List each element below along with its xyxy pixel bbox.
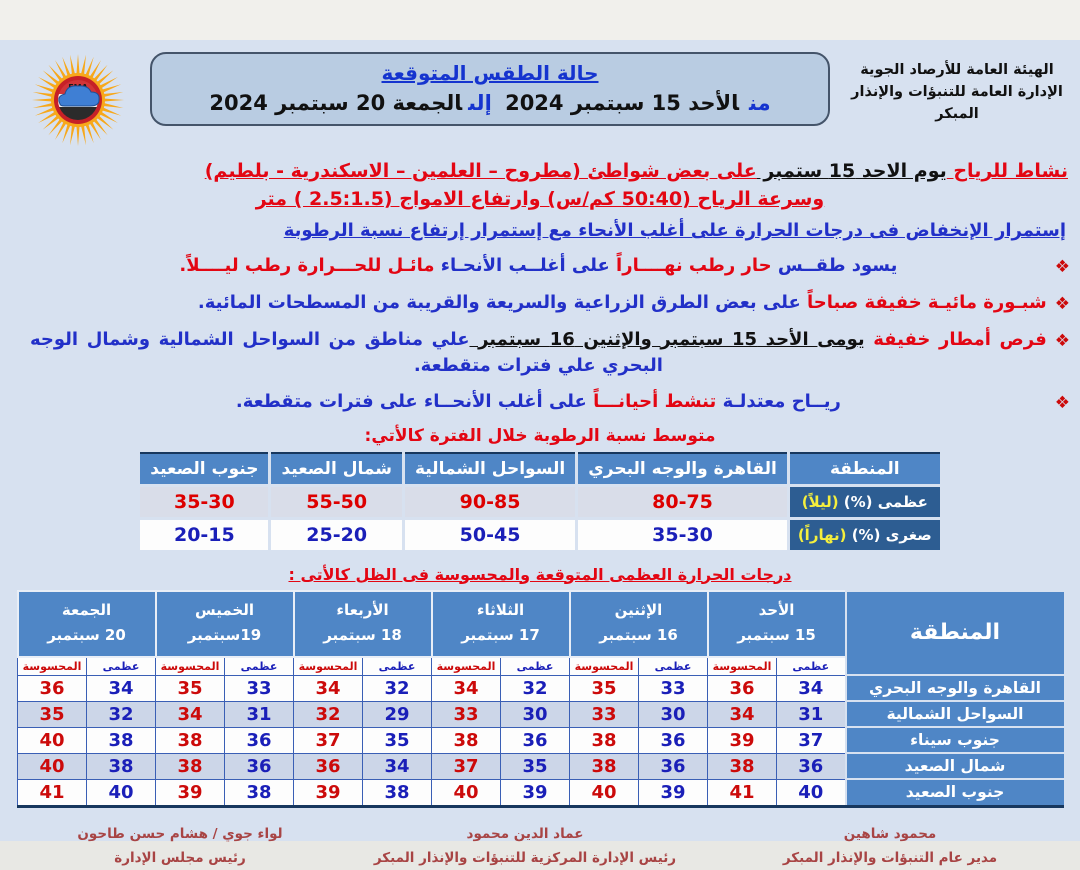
wind-alert-line1 [0, 148, 1080, 186]
feels-like-subheader: المحسوسة [432, 657, 501, 676]
max-temp-value: 36 [639, 727, 708, 753]
day-name: الأحد [709, 598, 845, 624]
temp-region-label: السواحل الشمالية [846, 701, 1064, 727]
temperature-table [17, 590, 1064, 808]
feels-like-subheader: المحسوسة [708, 657, 777, 676]
bullet-winds: ❖ ريــاح معتدلـة تنشط أحيانـــاً على أغلب الأنحــاء على فترات متقطعة. [30, 389, 1070, 416]
day-date: 16 سبتمبر [571, 623, 707, 649]
bullet-fog: ❖ شبـورة مائيـة خفيفة صباحاً على بعض الطرق الزراعية والسريعة والقريبة من المسطحات المائية. [30, 290, 1070, 317]
bullet-diamond-icon: ❖ [1055, 389, 1070, 416]
humidity-header-row [139, 453, 941, 486]
bullet-rain-chances: ❖ فرص أمطار خفيفة يومى الأحد 15 سبتمبر والإثنين 16 سبتمبر علي مناطق من السواحل الشمالية وشمال الوجه البحري علي فترات متقطعة. [30, 327, 1070, 379]
max-temp-value: 37 [777, 727, 846, 753]
max-temp-value: 34 [87, 675, 156, 701]
temp-region-header: المنطقة [846, 591, 1064, 676]
feels-like-subheader: المحسوسة [570, 657, 639, 676]
max-temp-value: 34 [777, 675, 846, 701]
feels-like-value: 38 [570, 727, 639, 753]
max-temp-value: 29 [363, 701, 432, 727]
humidity-column-header: القاهرة والوجه البحري [577, 453, 789, 486]
max-temp-value: 33 [225, 675, 294, 701]
day-date: 17 سبتمبر [433, 623, 569, 649]
to-date: الجمعة 20 سبتمبر 2024 [209, 91, 462, 115]
wind-alert-seg3: على بعض شواطئ (مطروح – العلمين – الاسكندرية - بلطيم) [205, 160, 757, 182]
wind-alert-line2: وسرعة الرياح (50:40 كم/س) وارتفاع الامواج (2.5:1.5 ) متر [0, 188, 1080, 210]
bullet-hot-humid: ❖ يسود طقــس حار رطب نهــــاراً على أغلــب الأنحـاء مائـل للحـــرارة رطب ليــــلاً. [30, 253, 1070, 280]
max-temp-value: 38 [87, 753, 156, 779]
max-temp-value: 38 [225, 779, 294, 806]
title-box [150, 52, 830, 126]
max-temp-value: 40 [777, 779, 846, 806]
humidity-value: 50-45 [403, 518, 576, 551]
feels-like-value: 34 [294, 675, 363, 701]
max-subheader: عظمى [87, 657, 156, 676]
max-temp-value: 40 [87, 779, 156, 806]
humidity-column-header: شمال الصعيد [270, 453, 403, 486]
max-temp-value: 31 [777, 701, 846, 727]
max-subheader: عظمى [363, 657, 432, 676]
max-temp-value: 32 [501, 675, 570, 701]
humidity-column-header: جنوب الصعيد [139, 453, 270, 486]
humidity-table [137, 452, 942, 553]
day-date: 18 سبتمبر [295, 623, 431, 649]
day-name: الأربعاء [295, 598, 431, 624]
max-subheader: عظمى [639, 657, 708, 676]
temp-day-header [294, 591, 432, 657]
humidity-value: 20-15 [139, 518, 270, 551]
max-temp-value: 36 [225, 753, 294, 779]
humidity-row-label-period: (ليلاً) [802, 493, 839, 511]
signature-chairman [50, 822, 310, 870]
max-temp-value: 30 [501, 701, 570, 727]
feels-like-value: 39 [294, 779, 363, 806]
max-temp-value: 39 [501, 779, 570, 806]
weather-report-document [0, 40, 1080, 841]
max-temp-value: 38 [87, 727, 156, 753]
humidity-row-label [788, 518, 941, 551]
bullet-diamond-icon: ❖ [1055, 253, 1070, 280]
max-temp-value: 36 [777, 753, 846, 779]
temp-region-label: شمال الصعيد [846, 753, 1064, 779]
feels-like-value: 38 [432, 727, 501, 753]
agency-name [842, 52, 1072, 125]
temp-day-header [570, 591, 708, 657]
sun-cloud-logo-icon [30, 52, 126, 148]
day-name: الخميس [157, 598, 293, 624]
max-temp-value: 33 [639, 675, 708, 701]
humidity-row-label [788, 485, 941, 518]
feels-like-value: 35 [156, 675, 225, 701]
humidity-row-label-text: عظمى (%) [839, 493, 928, 511]
feels-like-value: 39 [156, 779, 225, 806]
temp-row [18, 779, 1064, 806]
signatures [0, 808, 1080, 870]
feels-like-value: 34 [156, 701, 225, 727]
max-temp-value: 36 [639, 753, 708, 779]
temp-region-label: جنوب سيناء [846, 727, 1064, 753]
max-temp-value: 32 [363, 675, 432, 701]
agency-line2: الإدارة العامة للتنبؤات والإنذار المبكر [842, 82, 1072, 126]
feels-like-value: 38 [156, 727, 225, 753]
max-subheader: عظمى [777, 657, 846, 676]
max-temp-value: 36 [501, 727, 570, 753]
humidity-value: 55-50 [270, 485, 403, 518]
day-name: الثلاثاء [433, 598, 569, 624]
date-range [162, 91, 818, 115]
feels-like-value: 40 [18, 753, 87, 779]
signature-title: مدير عام التنبؤات والإنذار المبكر [740, 846, 1040, 870]
from-date: الأحد 15 سبتمبر 2024 [505, 91, 739, 115]
day-date: 15 سبتمبر [709, 623, 845, 649]
humidity-column-header: السواحل الشمالية [403, 453, 576, 486]
feels-like-value: 37 [294, 727, 363, 753]
feels-like-value: 36 [18, 675, 87, 701]
feels-like-value: 40 [18, 727, 87, 753]
temp-row [18, 753, 1064, 779]
humidity-value: 35-30 [139, 485, 270, 518]
day-date: 20 سبتمبر [19, 623, 155, 649]
max-temp-value: 31 [225, 701, 294, 727]
humidity-region-header: المنطقة [788, 453, 941, 486]
humidity-table-title: متوسط نسبة الرطوبة خلال الفترة كالأتي: [0, 426, 1080, 446]
feels-like-value: 40 [570, 779, 639, 806]
humidity-row-label-text: صغرى (%) [846, 526, 931, 544]
header [0, 40, 1080, 148]
temp-day-header [156, 591, 294, 657]
feels-like-value: 38 [570, 753, 639, 779]
temp-row [18, 727, 1064, 753]
humidity-row [139, 518, 941, 551]
temp-day-header [18, 591, 156, 657]
humidity-value: 25-20 [270, 518, 403, 551]
feels-like-value: 41 [18, 779, 87, 806]
day-date: 19سبتمبر [157, 623, 293, 649]
signature-name: لواء جوي / هشام حسن طاحون [50, 822, 310, 846]
signature-director [740, 822, 1040, 870]
feels-like-value: 34 [708, 701, 777, 727]
agency-line1: الهيئة العامة للأرصاد الجوية [842, 60, 1072, 82]
feels-like-value: 34 [432, 675, 501, 701]
feels-like-value: 39 [708, 727, 777, 753]
feels-like-subheader: المحسوسة [294, 657, 363, 676]
temp-day-header [432, 591, 570, 657]
temp-day-header [708, 591, 846, 657]
feels-like-value: 36 [708, 675, 777, 701]
temp-row [18, 701, 1064, 727]
page-title: حالة الطقس المتوقعة [162, 61, 818, 85]
signature-title: رئيس مجلس الإدارة [50, 846, 310, 870]
feels-like-value: 40 [432, 779, 501, 806]
temperature-table-title: درجات الحرارة العظمى المتوقعة والمحسوسة فى الظل كالأتى : [0, 565, 1080, 584]
max-temp-value: 35 [501, 753, 570, 779]
temperature-drop-note: إستمرار الإنخفاض فى درجات الحرارة على أغلب الأنحاء مع إستمرار إرتفاع نسبة الرطوبة [0, 210, 1080, 241]
max-temp-value: 30 [639, 701, 708, 727]
max-subheader: عظمى [225, 657, 294, 676]
feels-like-subheader: المحسوسة [156, 657, 225, 676]
wind-alert-seg1: نشاط للرياح [947, 160, 1068, 182]
wind-alert-seg2: يوم الاحد 15 ستمبر [757, 160, 947, 182]
feels-like-value: 35 [18, 701, 87, 727]
max-temp-value: 35 [363, 727, 432, 753]
temp-header-row [18, 591, 1064, 657]
humidity-value: 90-85 [403, 485, 576, 518]
feels-like-value: 38 [156, 753, 225, 779]
signature-title: رئيس الإدارة المركزية للتنبؤات والإنذار المبكر [345, 846, 705, 870]
max-temp-value: 39 [639, 779, 708, 806]
humidity-row [139, 485, 941, 518]
max-temp-value: 38 [363, 779, 432, 806]
day-name: الإثنين [571, 598, 707, 624]
from-label: من [749, 91, 771, 115]
temp-region-label: القاهرة والوجه البحري [846, 675, 1064, 701]
max-subheader: عظمى [501, 657, 570, 676]
temp-region-label: جنوب الصعيد [846, 779, 1064, 806]
feels-like-value: 37 [432, 753, 501, 779]
to-label: إلى [468, 91, 492, 115]
max-temp-value: 34 [363, 753, 432, 779]
feels-like-value: 32 [294, 701, 363, 727]
humidity-row-label-period: (نهاراً) [798, 526, 847, 544]
day-name: الجمعة [19, 598, 155, 624]
bullet-diamond-icon: ❖ [1055, 290, 1070, 317]
temp-row [18, 675, 1064, 701]
feels-like-subheader: المحسوسة [18, 657, 87, 676]
signature-central-head [345, 822, 705, 870]
bullet-diamond-icon: ❖ [1055, 327, 1070, 379]
feels-like-value: 38 [708, 753, 777, 779]
max-temp-value: 36 [225, 727, 294, 753]
feels-like-value: 33 [432, 701, 501, 727]
signature-name: محمود شاهين [740, 822, 1040, 846]
humidity-value: 35-30 [577, 518, 789, 551]
feels-like-value: 33 [570, 701, 639, 727]
feels-like-value: 41 [708, 779, 777, 806]
humidity-value: 80-75 [577, 485, 789, 518]
feels-like-value: 35 [570, 675, 639, 701]
forecast-bullets [0, 241, 1080, 415]
max-temp-value: 32 [87, 701, 156, 727]
ema-logo [18, 52, 138, 148]
feels-like-value: 36 [294, 753, 363, 779]
signature-name: عماد الدين محمود [345, 822, 705, 846]
